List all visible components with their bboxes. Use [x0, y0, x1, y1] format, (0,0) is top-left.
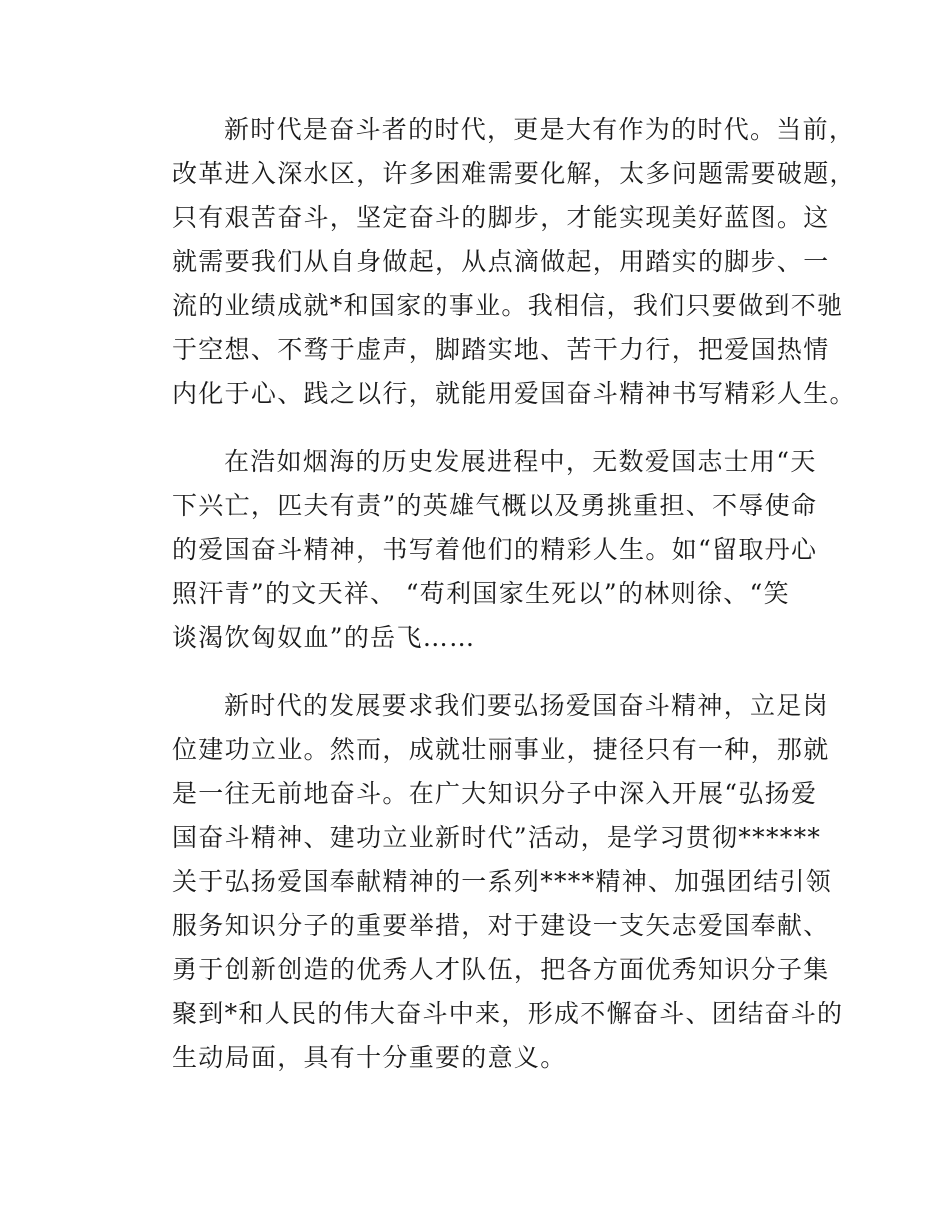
text-line: 下兴亡，匹夫有责”的英雄气概以及勇挑重担、不辱使命 — [172, 491, 818, 520]
paragraph-2 — [172, 440, 818, 660]
text-line: 谈渴饮匈奴血”的岳飞…… — [172, 623, 476, 652]
text-line: 只有艰苦奋斗，坚定奋斗的脚步，才能实现美好蓝图。这 — [172, 203, 830, 232]
text-line: 在浩如烟海的历史发展进程中，无数爱国志士用“天 — [224, 447, 817, 476]
paragraph-1 — [172, 108, 856, 416]
text-line: 勇于创新创造的优秀人才队伍，把各方面优秀知识分子集 — [172, 955, 830, 984]
text-line: 国奋斗精神、建功立业新时代”活动，是学习贯彻****** — [172, 823, 822, 852]
text-line: 新时代是奋斗者的时代，更是大有作为的时代。当前， — [224, 115, 856, 144]
document-body — [172, 108, 856, 1080]
text-line: 位建功立业。然而，成就壮丽事业，捷径只有一种，那就 — [172, 735, 830, 764]
text-line: 生动局面，具有十分重要的意义。 — [172, 1043, 567, 1072]
text-line: 内化于心、践之以行，就能用爱国奋斗精神书写精彩人生。 — [172, 379, 856, 408]
text-line: 照汗青”的文天祥、 “苟利国家生死以”的林则徐、“笑 — [172, 579, 790, 608]
text-line: 就需要我们从自身做起，从点滴做起，用踏实的脚步、一 — [172, 247, 830, 276]
text-line: 新时代的发展要求我们要弘扬爱国奋斗精神，立足岗 — [224, 691, 829, 720]
text-line: 改革进入深水区，许多困难需要化解，太多问题需要破题， — [172, 159, 856, 188]
text-line: 服务知识分子的重要举措，对于建设一支矢志爱国奉献、 — [172, 911, 830, 940]
text-line: 聚到*和人民的伟大奋斗中来，形成不懈奋斗、团结奋斗的 — [172, 999, 844, 1028]
text-line: 关于弘扬爱国奉献精神的一系列****精神、加强团结引领 — [172, 867, 833, 896]
text-line: 是一往无前地奋斗。在广大知识分子中深入开展“弘扬爱 — [172, 779, 818, 808]
text-line: 于空想、不骛于虚声，脚踏实地、苦干力行，把爱国热情 — [172, 335, 830, 364]
text-line: 的爱国奋斗精神，书写着他们的精彩人生。如“留取丹心 — [172, 535, 818, 564]
text-line: 流的业绩成就*和国家的事业。我相信，我们只要做到不驰 — [172, 291, 844, 320]
paragraph-3 — [172, 684, 844, 1080]
